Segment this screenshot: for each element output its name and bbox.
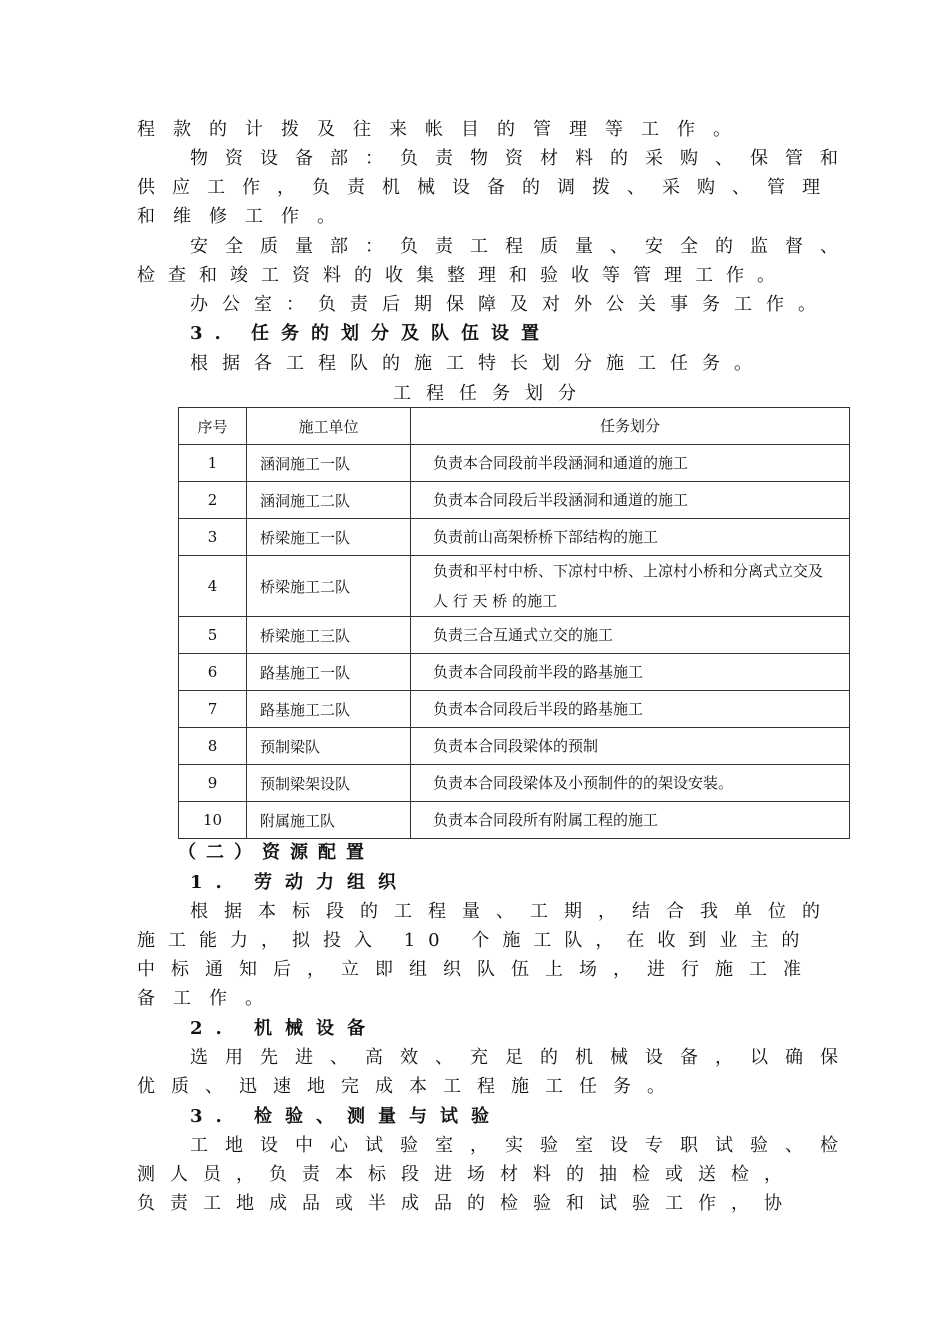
header-no: 序号 [179,408,247,445]
sub2-line-2: 优质、迅速地完成本工程施工任务。 [137,1076,681,1097]
section-3-intro: 根据各工程队的施工特长划分施工任务。 [190,353,766,374]
table-row [179,728,850,765]
para-line-3: 供应工作，负责机械设备的调拨、采购、管理 [137,177,837,198]
para-line-4: 和维修工作。 [137,206,353,227]
sub1-line-4: 备工作。 [137,988,281,1009]
cell-no: 5 [179,617,247,654]
cell-task: 负责前山高架桥桥下部结构的施工 [411,519,850,556]
cell-no: 10 [179,802,247,839]
cell-task: 负责和平村中桥、下凉村中桥、上凉村小桥和分离式立交及 人 行 天 桥 的施工 [411,556,850,617]
cell-unit: 桥梁施工三队 [247,617,411,654]
sub3-line-1: 工地设中心试验室，实验室设专职试验、检 [190,1135,855,1156]
table-row [179,519,850,556]
cell-unit: 预制梁队 [247,728,411,765]
para-line-7: 办公室：负责后期保障及对外公关事务工作。 [190,294,830,315]
cell-unit: 涵洞施工一队 [247,445,411,482]
para-line-6: 检查和竣工资料的收集整理和验收等管理工作。 [137,265,788,286]
cell-no: 6 [179,654,247,691]
sub1-title: 1. 劳动力组织 [190,872,410,893]
section-3-title: 3. 任务的划分及队伍设置 [190,323,552,344]
table-caption: 工程任务划分 [393,383,591,404]
cell-no: 7 [179,691,247,728]
table-row [179,691,850,728]
cell-task: 负责本合同段前半段涵洞和通道的施工 [411,445,850,482]
cell-task: 负责本合同段梁体及小预制件的的架设安装。 [411,765,850,802]
sub3-title: 3. 检验、测量与试验 [190,1106,503,1127]
sub2-line-1: 选用先进、高效、充足的机械设备，以确保 [190,1047,855,1068]
cell-task: 负责本合同段后半段的路基施工 [411,691,850,728]
cell-task: 负责本合同段前半段的路基施工 [411,654,850,691]
table-row [179,765,850,802]
para-line-2: 物资设备部：负责物资材料的采购、保管和 [190,148,855,169]
sub2-title: 2. 机械设备 [190,1018,379,1039]
task-division-table [178,407,850,839]
sub1-line-1: 根据本标段的工程量、工期，结合我单位的 [190,901,836,922]
table-row [179,482,850,519]
table-header-row [179,408,850,445]
cell-unit: 桥梁施工二队 [247,556,411,617]
table-row [179,654,850,691]
cell-unit: 预制梁架设队 [247,765,411,802]
header-task: 任务划分 [411,408,850,445]
cell-unit: 路基施工一队 [247,654,411,691]
cell-no: 4 [179,556,247,617]
table-row [179,802,850,839]
para-line-1: 程款的计拨及往来帐目的管理等工作。 [137,119,749,140]
table-row [179,445,850,482]
cell-no: 9 [179,765,247,802]
cell-no: 8 [179,728,247,765]
cell-task: 负责本合同段梁体的预制 [411,728,850,765]
cell-unit: 涵洞施工二队 [247,482,411,519]
cell-task: 负责本合同段所有附属工程的施工 [411,802,850,839]
cell-task: 负责三合互通式立交的施工 [411,617,850,654]
table-row [179,556,850,617]
sub1-line-2: 施工能力，拟投入 10 个施工队，在收到业主的 [137,930,813,951]
table-row [179,617,850,654]
sub3-line-3: 负责工地成品或半成品的检验和试验工作，协 [137,1193,797,1214]
header-unit: 施工单位 [247,408,411,445]
cell-unit: 附属施工队 [247,802,411,839]
cell-no: 1 [179,445,247,482]
cell-unit: 路基施工二队 [247,691,411,728]
para-line-5: 安全质量部：负责工程质量、安全的监督、 [190,236,855,257]
sub1-line-3: 中标通知后，立即组织队伍上场，进行施工准 [137,959,817,980]
cell-task: 负责本合同段后半段涵洞和通道的施工 [411,482,850,519]
cell-no: 2 [179,482,247,519]
section-2-title: （二）资源配置 [178,842,374,863]
cell-no: 3 [179,519,247,556]
cell-unit: 桥梁施工一队 [247,519,411,556]
sub3-line-2: 测人员，负责本标段进场材料的抽检或送检， [137,1164,797,1185]
